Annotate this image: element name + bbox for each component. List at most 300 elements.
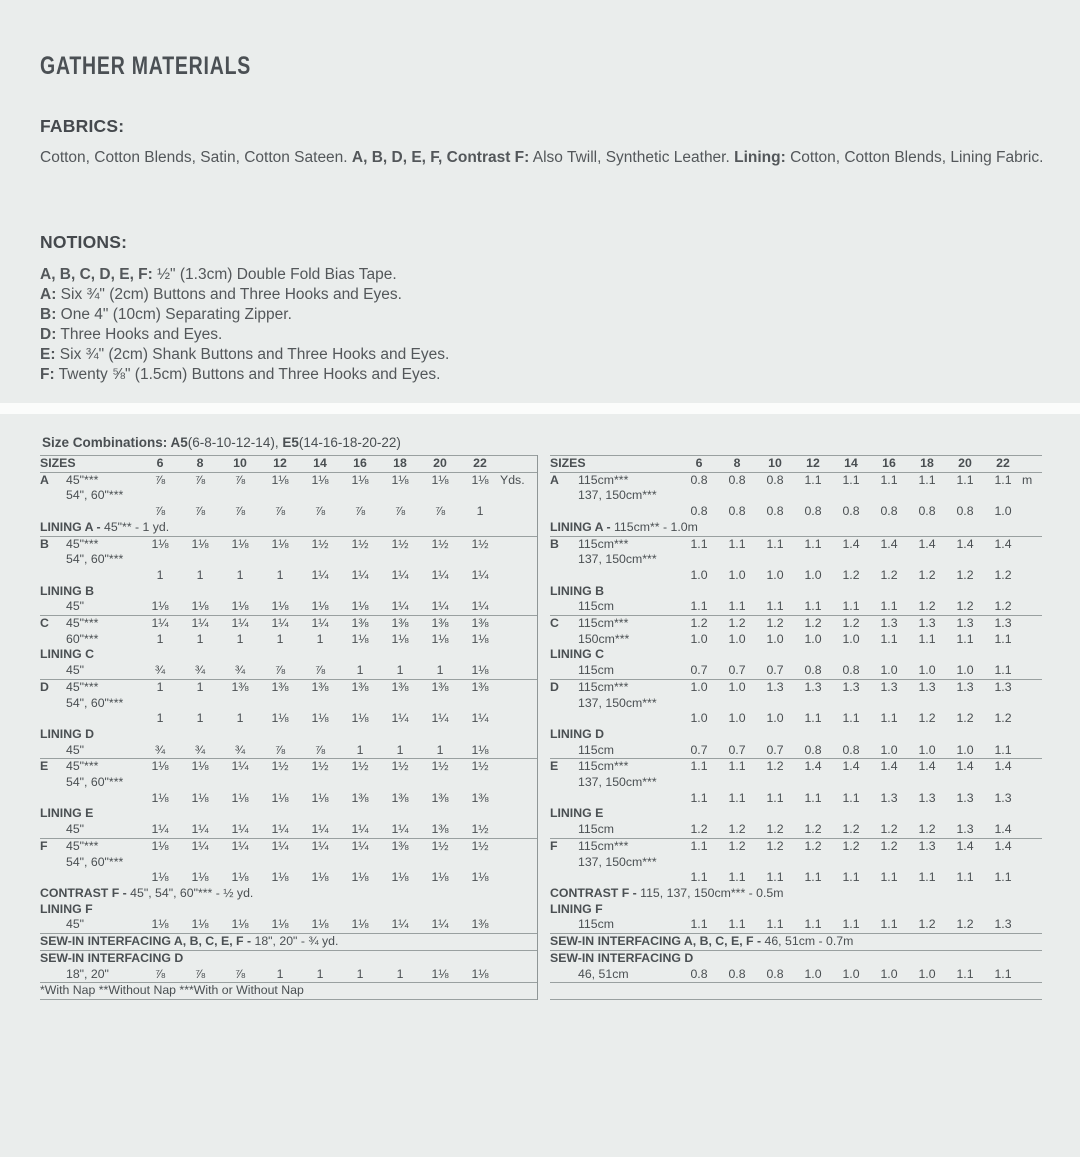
view-letter: F — [40, 838, 48, 853]
yardage-value: 1 — [276, 567, 284, 582]
table-row — [40, 951, 537, 967]
yardage-value: 1.1 — [956, 472, 974, 487]
yardage-value: 1.1 — [804, 790, 822, 805]
view-letter: C — [40, 616, 49, 631]
yardage-value: 1.4 — [956, 759, 974, 774]
yardage-value: 1.4 — [956, 838, 974, 853]
yardage-value: 1¼ — [391, 711, 409, 726]
yardage-value: 1.0 — [804, 966, 822, 981]
unit-label: Yds. — [500, 472, 525, 487]
table-row — [40, 663, 537, 680]
yardage-value: 1 — [196, 567, 204, 582]
yardage-value: ⅞ — [274, 663, 286, 678]
size-column-header: 12 — [806, 456, 820, 470]
yardage-value: 1.0 — [804, 631, 822, 646]
yardage-value: 1.2 — [766, 838, 784, 853]
yardage-value: 1¼ — [471, 711, 489, 726]
yardage-table-section — [0, 414, 1080, 1157]
fabric-width-label: 115cm*** — [578, 536, 629, 551]
yardage-value: 1¼ — [391, 599, 409, 614]
text-segment: Cotton, Cotton Blends, Satin, Cotton Sateen. — [40, 149, 352, 166]
yardage-value: 1 — [156, 711, 164, 726]
yardage-value: 1⅜ — [431, 822, 449, 837]
yardage-value: 1¼ — [431, 567, 449, 582]
yardage-value: 1.1 — [766, 790, 784, 805]
yardage-value: 1⅛ — [151, 759, 169, 774]
table-row — [40, 727, 537, 743]
yardage-value: 1.2 — [728, 616, 746, 631]
yardage-value: 1.2 — [918, 917, 936, 932]
yardage-value: 1⅜ — [351, 679, 369, 694]
yardage-value: ⅞ — [434, 504, 446, 519]
sizes-header-label: SIZES — [550, 456, 586, 470]
yardage-value: 1.2 — [804, 616, 822, 631]
notion-text: Six ¾" (2cm) Shank Buttons and Three Hooks and Eyes. — [55, 346, 450, 363]
table-row — [40, 680, 537, 696]
size-column-header: 20 — [433, 456, 447, 470]
yardage-value: 1.1 — [994, 742, 1012, 757]
yardage-value: 1.0 — [690, 679, 708, 694]
yardage-value: 1.1 — [728, 599, 746, 614]
yardage-value: 1¼ — [231, 759, 249, 774]
yardage-value: 1 — [356, 742, 364, 757]
yardage-value: 1.2 — [918, 711, 936, 726]
text-segment: (14-16-18-20-22) — [298, 435, 401, 450]
yardage-value: 0.7 — [728, 663, 746, 678]
table-row — [40, 839, 537, 855]
yardage-value: 1.3 — [994, 790, 1012, 805]
yardage-value: 1⅛ — [311, 790, 329, 805]
yardage-value: 1¼ — [431, 917, 449, 932]
table-row — [550, 886, 1042, 902]
table-row — [550, 917, 1042, 934]
notion-view-prefix: D: — [40, 326, 57, 343]
yardage-value: 1.0 — [842, 631, 860, 646]
yardage-value: 1.0 — [880, 663, 898, 678]
fabric-width-label: 137, 150cm*** — [578, 695, 657, 710]
note-text: 46, 51cm - 0.7m — [764, 934, 854, 949]
yardage-value: 1.1 — [804, 599, 822, 614]
yardage-value: 1.1 — [690, 917, 708, 932]
yardage-value: 1.2 — [842, 838, 860, 853]
fabric-width-label: 60"*** — [66, 631, 99, 646]
note-bold-prefix: SEW-IN INTERFACING A, B, C, E, F - — [550, 934, 765, 949]
yardage-value: 1.2 — [766, 616, 784, 631]
yardage-value: 1.1 — [994, 870, 1012, 885]
table-row — [40, 759, 537, 775]
yardage-value: 1.0 — [842, 966, 860, 981]
table-row — [550, 568, 1042, 584]
yardage-value: 1⅛ — [311, 711, 329, 726]
table-section-label: LINING E — [40, 806, 94, 821]
notion-item — [40, 305, 1040, 325]
yardage-value: 1¼ — [351, 838, 369, 853]
yardage-value: 1.3 — [918, 616, 936, 631]
yardage-value: 1.1 — [880, 599, 898, 614]
yardage-value: 1.4 — [842, 759, 860, 774]
yardage-value: 1¼ — [271, 616, 289, 631]
yardage-value: 0.8 — [690, 472, 708, 487]
yardage-value: 1¼ — [391, 822, 409, 837]
fabric-width-label: 137, 150cm*** — [578, 488, 657, 503]
yardage-value: 1⅛ — [191, 870, 209, 885]
yardage-value: 1.2 — [690, 616, 708, 631]
table-note-row — [40, 520, 537, 536]
yardage-value: ¾ — [194, 663, 206, 678]
yardage-value: 1½ — [471, 536, 489, 551]
fabric-width-label: 115cm — [578, 822, 614, 837]
yardage-value: 1.3 — [766, 679, 784, 694]
yardage-value: 1⅜ — [311, 679, 329, 694]
table-row — [40, 822, 537, 839]
yardage-value: 1 — [156, 567, 164, 582]
yardage-value: ⅞ — [314, 663, 326, 678]
yardage-value: 1⅜ — [431, 790, 449, 805]
yardage-value: 1.4 — [918, 536, 936, 551]
yardage-value: 1⅜ — [231, 679, 249, 694]
yardage-value: 1.3 — [880, 790, 898, 805]
yardage-value: 1.2 — [766, 822, 784, 837]
yardage-value: 1.3 — [842, 679, 860, 694]
note-text: 115, 137, 150cm*** - 0.5m — [640, 885, 784, 900]
size-column-header: 18 — [393, 456, 407, 470]
yardage-value: 1.2 — [690, 822, 708, 837]
table-row — [550, 967, 1042, 984]
table-row — [40, 917, 537, 934]
yardage-value: 1.4 — [880, 759, 898, 774]
yardage-value: 1.2 — [880, 822, 898, 837]
section-divider-strip — [0, 403, 1080, 414]
yardage-value: 1.1 — [918, 472, 936, 487]
yardage-value: 1.1 — [690, 759, 708, 774]
yardage-value: 1¼ — [191, 838, 209, 853]
table-row — [40, 552, 537, 568]
yardage-value: 1⅛ — [351, 870, 369, 885]
yardage-value: 1½ — [351, 759, 369, 774]
note-text: 45"** - 1 yd. — [103, 519, 170, 534]
table-row — [40, 584, 537, 600]
yardage-value: 1.1 — [994, 631, 1012, 646]
yardage-value: 1.1 — [690, 536, 708, 551]
yardage-value: ⅞ — [274, 504, 286, 519]
table-note-row — [550, 934, 1038, 950]
yardage-value: 1⅛ — [311, 870, 329, 885]
yardage-value: 1.2 — [766, 759, 784, 774]
view-letter: B — [40, 536, 49, 551]
table-row — [550, 822, 1042, 839]
text-segment: A5 — [170, 435, 188, 450]
notion-text: Twenty ⅝" (1.5cm) Buttons and Three Hooks and Eyes. — [54, 366, 441, 383]
yardage-value: ⅞ — [234, 504, 246, 519]
yardage-value: 1 — [316, 631, 324, 646]
yardage-value: 1⅜ — [471, 917, 489, 932]
fabrics-heading: FABRICS: — [40, 116, 125, 136]
yardage-value: 1⅛ — [471, 663, 489, 678]
table-row — [550, 520, 1042, 537]
yardage-value: 1.0 — [918, 742, 936, 757]
table-section-label: LINING F — [550, 901, 603, 916]
table-row — [40, 520, 537, 537]
fabric-width-label: 54", 60"*** — [66, 854, 124, 869]
yardage-value: 1.1 — [918, 870, 936, 885]
yardage-value: 1.3 — [804, 679, 822, 694]
yardage-value: 1⅜ — [471, 790, 489, 805]
table-row — [550, 504, 1042, 520]
yardage-value: 1.1 — [842, 790, 860, 805]
yardage-value: 1.2 — [880, 567, 898, 582]
fabric-width-label: 137, 150cm*** — [578, 854, 657, 869]
fabric-width-label: 45"*** — [66, 536, 99, 551]
yardage-value: 1⅛ — [351, 711, 369, 726]
table-row — [40, 537, 537, 553]
table-row — [40, 473, 537, 489]
text-segment: A, B, D, E, F, Contrast F: — [351, 149, 530, 166]
yardage-value: 0.8 — [956, 504, 974, 519]
yardage-value: 1¼ — [151, 616, 169, 631]
yardage-value: 1.0 — [728, 679, 746, 694]
table-row — [40, 568, 537, 584]
yardage-value: 1.1 — [956, 966, 974, 981]
table-row — [550, 806, 1042, 822]
yardage-value: 1⅛ — [271, 917, 289, 932]
yardage-value: 1⅛ — [271, 870, 289, 885]
yardage-value: 1.4 — [994, 822, 1012, 837]
yardage-value: 1⅛ — [231, 790, 249, 805]
yardage-value: 1⅛ — [311, 472, 329, 487]
yardage-value: ⅞ — [194, 504, 206, 519]
yardage-value: 1½ — [431, 838, 449, 853]
yardage-value: 0.8 — [728, 472, 746, 487]
notion-view-prefix: A, B, C, D, E, F: — [40, 266, 153, 283]
text-segment: Lining: — [734, 149, 786, 166]
table-section-label: LINING F — [40, 901, 93, 916]
yardage-value: 1¼ — [391, 567, 409, 582]
table-row — [40, 696, 537, 712]
yardage-value: 0.8 — [728, 504, 746, 519]
yardage-value: 1.4 — [994, 838, 1012, 853]
notion-text: Six ¾" (2cm) Buttons and Three Hooks and Eyes. — [56, 286, 402, 303]
fabric-width-label: 45" — [66, 742, 85, 757]
table-row — [550, 680, 1042, 696]
yardage-value: 1.4 — [994, 759, 1012, 774]
yardage-value: 1.3 — [956, 790, 974, 805]
yardage-value: 1 — [156, 679, 164, 694]
yardage-value: 1 — [356, 663, 364, 678]
yardage-value: 1.4 — [880, 536, 898, 551]
yardage-value: 1⅛ — [271, 790, 289, 805]
yardage-value: 1 — [236, 711, 244, 726]
yardage-value: 0.8 — [690, 966, 708, 981]
fabric-width-label: 115cm*** — [578, 679, 629, 694]
yardage-value: ⅞ — [194, 966, 206, 981]
text-segment: E5 — [282, 435, 299, 450]
yardage-value: 1.4 — [918, 759, 936, 774]
fabric-width-label: 54", 60"*** — [66, 488, 124, 503]
yardage-value: 1½ — [311, 759, 329, 774]
yardage-value: ¾ — [154, 742, 166, 757]
yardage-value: 1¼ — [311, 838, 329, 853]
notion-item — [40, 265, 1040, 285]
yardage-value: 1⅛ — [311, 599, 329, 614]
yardage-value: 1 — [396, 966, 404, 981]
text-segment: Also Twill, Synthetic Leather. — [529, 149, 735, 166]
yardage-value: 1¼ — [351, 822, 369, 837]
yardage-value: 1.1 — [690, 838, 708, 853]
yardage-value: 1.0 — [766, 631, 784, 646]
fabric-width-label: 115cm*** — [578, 838, 629, 853]
spacer-row — [550, 983, 1038, 999]
yardage-value: 1.2 — [994, 599, 1012, 614]
yardage-value: 1.0 — [728, 567, 746, 582]
fabrics-paragraph — [40, 147, 1048, 168]
yardage-value: 1¼ — [431, 599, 449, 614]
yardage-value: 1⅛ — [271, 599, 289, 614]
yardage-value: 1.2 — [804, 838, 822, 853]
yardage-value: 1 — [156, 631, 164, 646]
yardage-value: 1.1 — [842, 472, 860, 487]
yardage-value: 1⅜ — [351, 790, 369, 805]
yardage-value: 1.3 — [918, 679, 936, 694]
yardage-value: 1 — [196, 679, 204, 694]
view-letter: D — [550, 679, 559, 694]
view-letter: D — [40, 679, 49, 694]
yardage-value: 1.3 — [956, 616, 974, 631]
yardage-value: 1.0 — [880, 742, 898, 757]
yardage-value: 1.0 — [728, 711, 746, 726]
yardage-value: 1⅛ — [471, 870, 489, 885]
yardage-value: 1½ — [271, 759, 289, 774]
yardage-value: 1.1 — [766, 870, 784, 885]
table-section-label: LINING B — [550, 583, 604, 598]
yardage-value: 1.1 — [842, 917, 860, 932]
fabric-width-label: 115cm*** — [578, 759, 629, 774]
yardage-value: 1⅜ — [391, 838, 409, 853]
yardage-value: ⅞ — [314, 742, 326, 757]
size-column-header: 8 — [733, 456, 741, 470]
yardage-value: 1.1 — [842, 870, 860, 885]
yardage-value: 1⅛ — [271, 711, 289, 726]
size-column-header: 14 — [844, 456, 858, 470]
notion-item — [40, 365, 1040, 385]
yardage-value: 1⅛ — [151, 790, 169, 805]
yardage-value: 1.1 — [690, 790, 708, 805]
table-section-label: LINING D — [550, 726, 604, 741]
yardage-value: 1 — [276, 966, 284, 981]
yardage-value: 1.2 — [994, 711, 1012, 726]
yardage-value: ⅞ — [274, 742, 286, 757]
yardage-value: 0.7 — [728, 742, 746, 757]
yardage-value: 1.1 — [994, 966, 1012, 981]
yardage-value: 0.8 — [728, 966, 746, 981]
yardage-value: 1.0 — [766, 567, 784, 582]
yardage-value: 1⅛ — [471, 966, 489, 981]
yardage-value: 1⅛ — [191, 790, 209, 805]
size-column-header: 22 — [996, 456, 1010, 470]
yardage-value: 1.1 — [804, 917, 822, 932]
yardage-value: 1¼ — [231, 838, 249, 853]
metric-table — [537, 455, 1042, 1000]
yardage-value: 1.0 — [880, 966, 898, 981]
yardage-value: 1.1 — [766, 599, 784, 614]
yardage-value: 1.2 — [728, 838, 746, 853]
fabric-width-label: 45"*** — [66, 472, 99, 487]
table-row — [550, 870, 1042, 886]
yardage-value: 1.1 — [728, 917, 746, 932]
yardage-value: 1.1 — [766, 536, 784, 551]
yardage-value: 1.0 — [918, 663, 936, 678]
notion-view-prefix: B: — [40, 306, 57, 323]
table-row — [550, 647, 1042, 663]
notion-view-prefix: A: — [40, 286, 57, 303]
notion-text: One 4" (10cm) Separating Zipper. — [56, 306, 292, 323]
table-row — [550, 552, 1042, 568]
yardage-value: 1.3 — [956, 679, 974, 694]
fabric-width-label: 115cm — [578, 917, 614, 932]
yardage-value: 1¼ — [231, 822, 249, 837]
yardage-value: 0.8 — [842, 504, 860, 519]
table-row — [40, 743, 537, 760]
yardage-value: 0.8 — [918, 504, 936, 519]
yardage-value: 1.1 — [766, 917, 784, 932]
yardage-value: 1.3 — [994, 616, 1012, 631]
table-row — [40, 632, 537, 648]
table-row — [40, 870, 537, 886]
size-column-header: 6 — [156, 456, 164, 470]
view-letter: E — [550, 759, 559, 774]
yardage-value: 1⅜ — [271, 679, 289, 694]
notions-list — [40, 265, 1040, 385]
yardage-value: ¾ — [234, 663, 246, 678]
yardage-value: 1⅛ — [351, 631, 369, 646]
yardage-value: 1.1 — [918, 631, 936, 646]
yardage-value: 1.2 — [804, 822, 822, 837]
yardage-value: 1.1 — [956, 870, 974, 885]
yardage-value: 1⅜ — [471, 616, 489, 631]
yardage-value: 1 — [196, 631, 204, 646]
yardage-value: 1⅜ — [431, 679, 449, 694]
view-letter: E — [40, 759, 49, 774]
fabric-width-label: 18", 20" — [66, 966, 109, 981]
yardage-value: 1.0 — [690, 567, 708, 582]
yardage-value: 1.2 — [918, 567, 936, 582]
fabric-width-label: 115cm — [578, 599, 614, 614]
size-column-header: 22 — [473, 456, 487, 470]
yardage-value: 1⅛ — [191, 917, 209, 932]
yardage-value: 1.1 — [880, 711, 898, 726]
yardage-value: 1⅛ — [391, 870, 409, 885]
table-section-label: SEW-IN INTERFACING D — [40, 950, 184, 965]
table-row — [550, 632, 1042, 648]
yardage-value: 1.0 — [728, 631, 746, 646]
view-letter: B — [550, 536, 559, 551]
fabric-width-label: 115cm — [578, 742, 614, 757]
yardage-value: 1.1 — [804, 536, 822, 551]
fabric-width-label: 115cm*** — [578, 472, 629, 487]
size-column-header: 20 — [958, 456, 972, 470]
table-row — [40, 934, 537, 951]
yardage-value: 0.7 — [690, 663, 708, 678]
yardage-value: ⅞ — [234, 966, 246, 981]
yardage-value: 1⅛ — [471, 472, 489, 487]
yardage-value: 1 — [436, 663, 444, 678]
table-row — [550, 599, 1042, 616]
text-segment: Size Combinations: — [42, 435, 171, 450]
yardage-value: 0.8 — [804, 504, 822, 519]
fabric-width-label: 45"*** — [66, 838, 99, 853]
yardage-value: 1⅛ — [311, 917, 329, 932]
yardage-value: 1.2 — [842, 616, 860, 631]
table-row — [550, 791, 1042, 807]
